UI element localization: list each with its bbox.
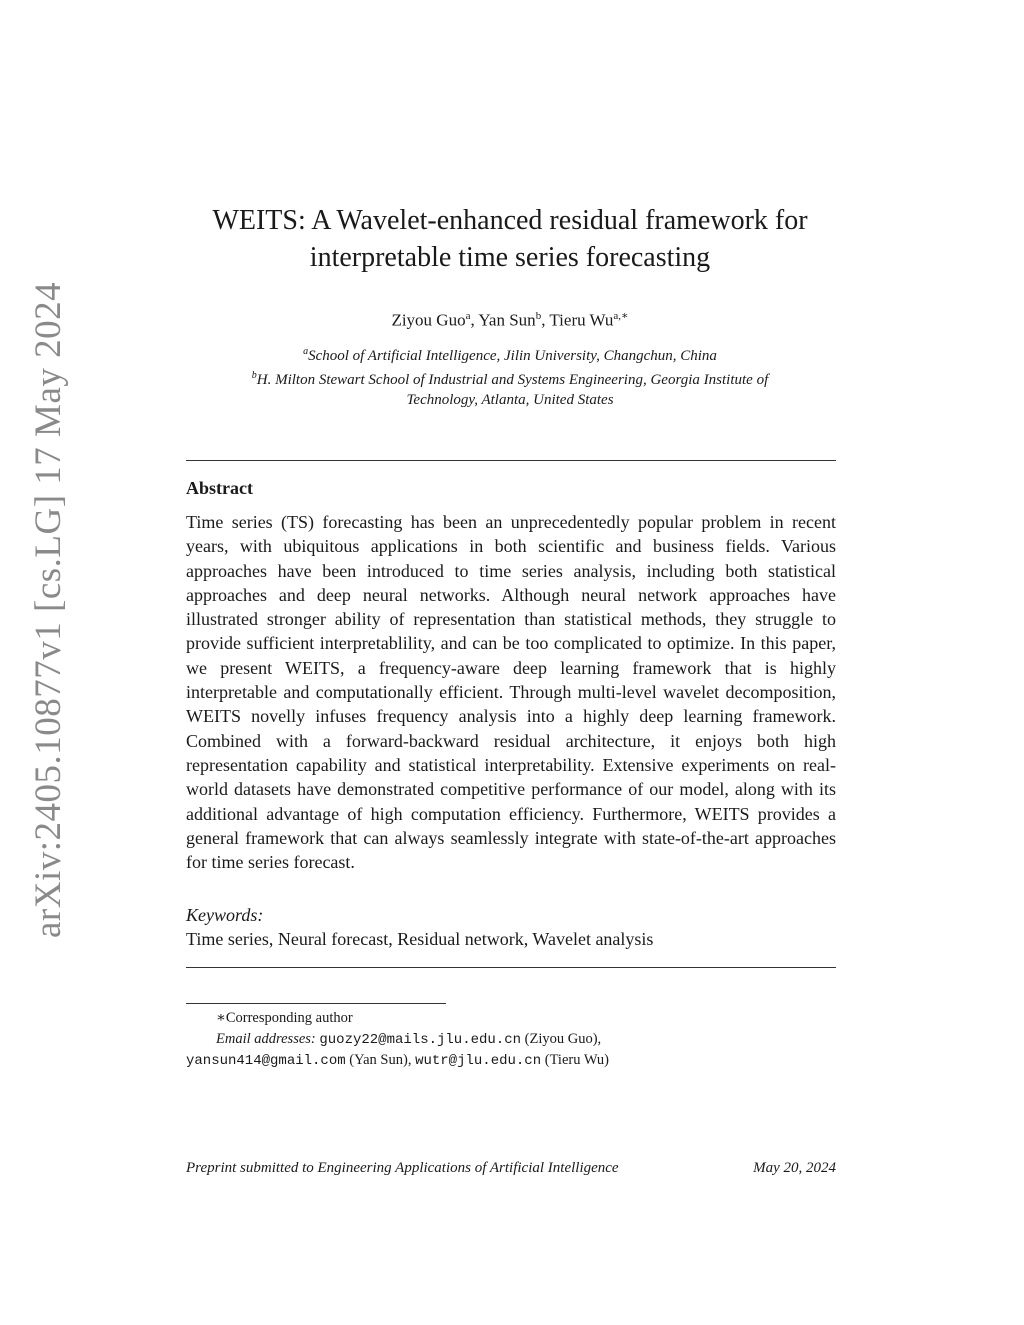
title-line-2: interpretable time series forecasting — [309, 242, 711, 273]
bottom-rule — [186, 967, 836, 968]
email-line-1 — [186, 1029, 836, 1051]
corresponding-author-note: ∗Corresponding author — [216, 1010, 353, 1026]
page-footer — [186, 1160, 836, 1177]
footer-date: May 20, 2024 — [753, 1160, 836, 1176]
abstract-heading: Abstract — [186, 478, 253, 498]
affiliations — [160, 342, 860, 410]
arxiv-watermark: arXiv:2405.10877v1 [cs.LG] 17 May 2024 — [28, 281, 69, 938]
top-rule — [186, 460, 836, 461]
affiliation-a: $^a$School of Artificial Intelligence, Jilin University, Changchun, China — [303, 346, 717, 364]
author-name: Ziyou Guo — [391, 310, 466, 330]
author-sup: b — [535, 310, 542, 322]
footnote-rule — [186, 1003, 446, 1004]
email-link[interactable]: yansun414@gmail.com — [186, 1053, 346, 1069]
author-sup: a — [465, 310, 471, 322]
author-sup: a,∗ — [613, 310, 629, 322]
email-owner: (Yan Sun), — [349, 1052, 412, 1068]
keywords-label: Keywords: — [186, 905, 264, 925]
author-list: Ziyou Guo$^a$, Yan Sun$^b$, Tieru $Wu^{a,∗}$ — [391, 310, 629, 330]
author-name: Tieru Wu — [549, 310, 614, 330]
abstract-body: Time series (TS) forecasting has been an unprecedentedly popular problem in recent years, with ubiquitous applications in both scientific and business fields. Various approaches have been introduced to time series analysis, including both statistical approaches and deep neural networks. Although neural network approaches have illustrated stronger ability of representation than statistical methods, they struggle to provide sufficient interpretablility, and can be too complicated to optimize. In this paper, we present WEITS, a frequency-aware deep learning framework that is highly interpretable and computationally efficient. Through multi-level wavelet decomposition, WEITS novelly infuses frequency analysis into a highly deep learning framework. Combined with a forward-backward residual architecture, it enjoys both high representation capability and statistical interpretability. Extensive experiments on real-world datasets have demonstrated competitive performance of our model, along with its additional advantage of high computation efficiency. Furthermore, WEITS provides a general framework that can always seamlessly integrate with state-of-the-art approaches for time series forecast. — [186, 512, 836, 873]
footnotes — [186, 1008, 836, 1072]
keywords-text: Time series, Neural forecast, Residual network, Wavelet analysis — [186, 929, 654, 949]
email-link[interactable]: wutr@jlu.edu.cn — [415, 1053, 542, 1069]
email-owner: (Ziyou Guo), — [524, 1030, 602, 1047]
title-line-1: WEITS: A Wavelet-enhanced residual framework for — [212, 205, 808, 236]
paper-title — [160, 202, 860, 276]
email-link[interactable]: guozy22@mails.jlu.edu.cn — [319, 1031, 522, 1048]
footer-journal: Preprint submitted to Engineering Applications of Artificial Intelligence — [186, 1160, 619, 1176]
email-label: Email addresses: — [216, 1030, 316, 1047]
affiliation-b-cont: Technology, Atlanta, United States — [406, 392, 614, 408]
email-owner: (Tieru Wu) — [544, 1052, 610, 1068]
email-line-2 — [186, 1050, 836, 1072]
affiliation-b: $^b$H. Milton Stewart School of Industrial and Systems Engineering, Georgia Institute of — [251, 370, 769, 388]
author-name: Yan Sun — [478, 310, 536, 330]
